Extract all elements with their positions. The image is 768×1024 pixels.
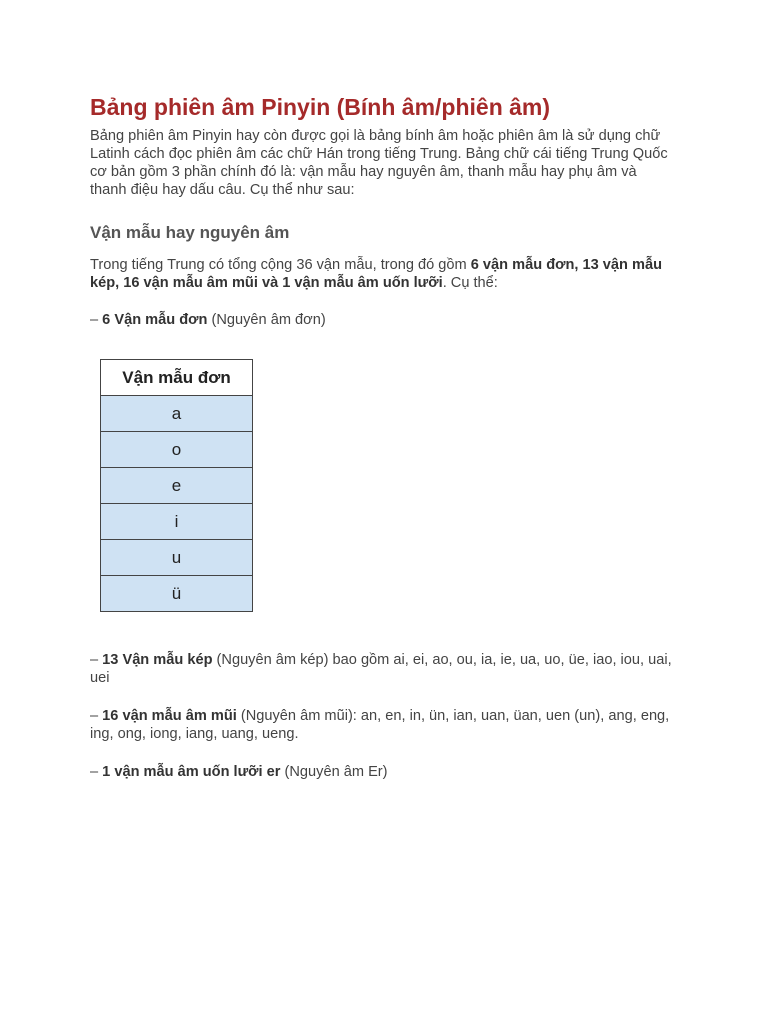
table-header-row	[101, 360, 253, 396]
table-cell-vowel: ü	[101, 576, 253, 612]
table-row	[101, 504, 253, 540]
section-heading: Vận mẫu hay nguyên âm	[90, 223, 290, 242]
summary-bold-text: 6 vận mẫu đơn, 13 vận mẫu kép, 16 vận mẫu âm mũi và 1 vận mẫu âm uốn lưỡi	[90, 257, 663, 291]
compound-vowels-label: 13 Vận mẫu kép	[102, 652, 213, 668]
dash: –	[90, 652, 103, 668]
retroflex-vowel-label: 1 vận mẫu âm uốn lưỡi er	[102, 764, 281, 780]
nasal-vowels-list: (Nguyên âm mũi): an, en, in, ün, ian, uan, üan, uen (un), ang, eng, ing, ong, iong, iang, uang, ueng.	[90, 708, 670, 742]
table-cell-vowel: i	[101, 504, 253, 540]
article	[90, 92, 675, 781]
table-row	[101, 468, 253, 504]
page-title: Bảng phiên âm Pinyin (Bính âm/phiên âm)	[90, 94, 551, 120]
single-vowels-label: 6 Vận mẫu đơn	[102, 312, 208, 328]
single-vowels-table	[100, 359, 253, 612]
dash: –	[90, 708, 103, 724]
retroflex-vowel-line	[90, 763, 675, 781]
compound-vowels-line	[90, 651, 675, 687]
table-row	[101, 396, 253, 432]
intro-paragraph: Bảng phiên âm Pinyin hay còn được gọi là bảng bính âm hoặc phiên âm là sử dụng chữ Latinh cách đọc phiên âm các chữ Hán trong tiếng Trung. Bảng chữ cái tiếng Trung Quốc cơ bản gồm 3 phần chính đó là: vận mẫu hay nguyên âm, thanh mẫu hay phụ âm và thanh điệu hay dấu câu. Cụ thể như sau:	[90, 128, 668, 198]
summary-tail-text: . Cụ thể:	[442, 275, 498, 291]
table-cell-vowel: o	[101, 432, 253, 468]
summary-text: Trong tiếng Trung có tổng cộng 36 vận mẫu, trong đó gồm	[90, 257, 471, 273]
table-cell-vowel: a	[101, 396, 253, 432]
dash: –	[90, 764, 103, 780]
dash: –	[90, 312, 103, 328]
table-cell-vowel: e	[101, 468, 253, 504]
table-header-cell: Vận mẫu đơn	[101, 360, 253, 396]
summary-paragraph	[90, 256, 675, 292]
nasal-vowels-line	[90, 707, 675, 743]
compound-vowels-list: (Nguyên âm kép) bao gồm ai, ei, ao, ou, ia, ie, ua, uo, üe, iao, iou, uai, uei	[90, 652, 672, 686]
table-row	[101, 576, 253, 612]
table-cell-vowel: u	[101, 540, 253, 576]
single-vowels-note: (Nguyên âm đơn)	[207, 312, 326, 328]
nasal-vowels-label: 16 vận mẫu âm mũi	[102, 708, 237, 724]
table-row	[101, 540, 253, 576]
retroflex-vowel-note: (Nguyên âm Er)	[280, 764, 388, 780]
single-vowels-line	[90, 311, 675, 329]
table-row	[101, 432, 253, 468]
